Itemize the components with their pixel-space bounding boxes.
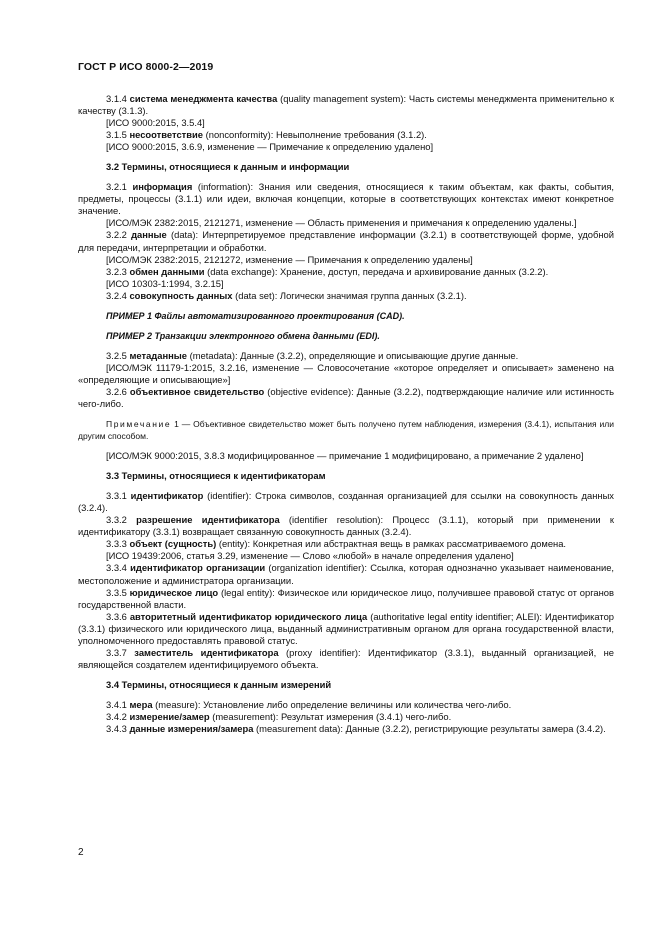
term-3-1-5: 3.1.5 несоответствие (nonconformity): Невыполнение требования (3.1.2). <box>106 129 427 141</box>
example-2: ПРИМЕР 2 Транзакции электронного обмена данными (EDI). <box>106 330 380 341</box>
section-heading-3-4: 3.4 Термины, относящиеся к данным измерений <box>106 678 332 690</box>
term-3-3-3: 3.3.3 объект (сущность) (entity): Конкретная или абстрактная вещь в рамках рассматриваемого домена. <box>106 538 567 550</box>
term-3-3-5: 3.3.5 юридическое лицо (legal entity): Физическое или юридическое лицо, получившее правовой статус от органов государственной власти. <box>78 586 615 610</box>
source-ref: [ИСО/МЭК 2382:2015, 2121271, изменение — Область применения и примечания к определению удалены.] <box>106 217 577 229</box>
source-ref: [ИСО 10303-1:1994, 3.2.15] <box>106 277 224 289</box>
section-heading-3-3: 3.3 Термины, относящиеся к идентификаторам <box>106 470 326 482</box>
term-3-2-2: 3.2.2 данные (data): Интерпретируемое представление информации (3.2.1) в соответствующей форме, удобной для передачи, интерпретации и обработки. <box>78 229 615 253</box>
source-ref: [ИСО 19439:2006, статья 3.29, изменение — Слово «любой» в начале определения удалено] <box>106 550 514 562</box>
term-3-4-1: 3.4.1 мера (measure): Установление либо определение величины или количества чего-либо. <box>106 698 512 710</box>
source-ref: [ИСО/МЭК 9000:2015, 3.8.3 модифицированное — примечание 1 модифицировано, а примечание 2 удалено] <box>106 450 584 462</box>
source-ref: [ИСО/МЭК 2382:2015, 2121272, изменение — Примечания к определению удалены] <box>106 253 473 265</box>
term-3-3-4: 3.3.4 идентификатор организации (organization identifier): Ссылка, которая однозначно указывает наименование, местоположение и администратора организации. <box>78 562 615 586</box>
term-3-3-2: 3.3.2 разрешение идентификатора (identifier resolution): Процесс (3.1.1), который при применении к идентификатору (3.3.1) возвращает связанную совокупность данных (3.2.4). <box>78 514 614 538</box>
term-3-2-3: 3.2.3 обмен данными (data exchange): Хранение, доступ, передача и архивирование данных (3.2.2). <box>106 265 549 277</box>
page-number: 2 <box>78 847 84 858</box>
note-1: Примечание 1 — Объективное свидетельство может быть получено путем наблюдения, измерения (3.4.1), испытания или другим способом. <box>78 419 614 442</box>
source-ref: [ИСО/МЭК 11179-1:2015, 3.2.16, изменение — Словосочетание «которое определяет и описывает» заменено на «определяющие и описывающие»] <box>78 361 614 385</box>
document-header: ГОСТ Р ИСО 8000-2—2019 <box>78 61 214 73</box>
term-3-4-2: 3.4.2 измерение/замер (measurement): Результат измерения (3.4.1) чего-либо. <box>106 710 452 722</box>
term-3-4-3: 3.4.3 данные измерения/замера (measurement data): Данные (3.2.2), регистрирующие результаты замера (3.4.2). <box>106 723 606 735</box>
term-3-3-7: 3.3.7 заместитель идентификатора (proxy identifier): Идентификатор (3.3.1), выданный организацией, не являющейся создателем идентифицируемого объекта. <box>78 646 615 670</box>
term-3-3-1: 3.3.1 идентификатор (identifier): Строка символов, созданная организацией для ссылки на совокупность данных (3.2.4). <box>78 490 614 514</box>
source-ref: [ИСО 9000:2015, 3.6.9, изменение — Примечание к определению удалено] <box>106 141 434 153</box>
section-heading-3-2: 3.2 Термины, относящиеся к данным и информации <box>106 161 350 173</box>
term-3-3-6: 3.3.6 авторитетный идентификатор юридического лица (authoritative legal entity identifier; ALEI): Идентификатор (3.3.1) физического или юридического лица, выданный административным органом для органа государственной власти, уполномоченного предоставлять правовой статус. <box>78 610 614 646</box>
term-3-2-5: 3.2.5 метаданные (metadata): Данные (3.2.2), определяющие и описывающие другие данные. <box>106 349 519 361</box>
term-3-2-6: 3.2.6 объективное свидетельство (objective evidence): Данные (3.2.2), подтверждающие наличие или истинность чего-либо. <box>78 385 615 410</box>
term-3-2-1: 3.2.1 информация (information): Знания или сведения, относящиеся к таким объектам, как факты, события, предметы, процессы (3.1.1) или идеи, включая концепции, которые в соответствующих контекстах имеют конкретное значение. <box>78 181 615 217</box>
example-1: ПРИМЕР 1 Файлы автоматизированного проектирования (CAD). <box>106 310 405 321</box>
source-ref: [ИСО 9000:2015, 3.5.4] <box>106 117 205 129</box>
note-label: Примечание <box>106 419 172 430</box>
term-3-1-4: 3.1.4 система менеджмента качества (quality management system): Часть системы менеджмента применительно к качеству (3.1.3). <box>78 93 615 117</box>
term-3-2-4: 3.2.4 совокупность данных (data set): Логически значимая группа данных (3.2.1). <box>106 289 467 301</box>
document-body <box>78 93 614 735</box>
